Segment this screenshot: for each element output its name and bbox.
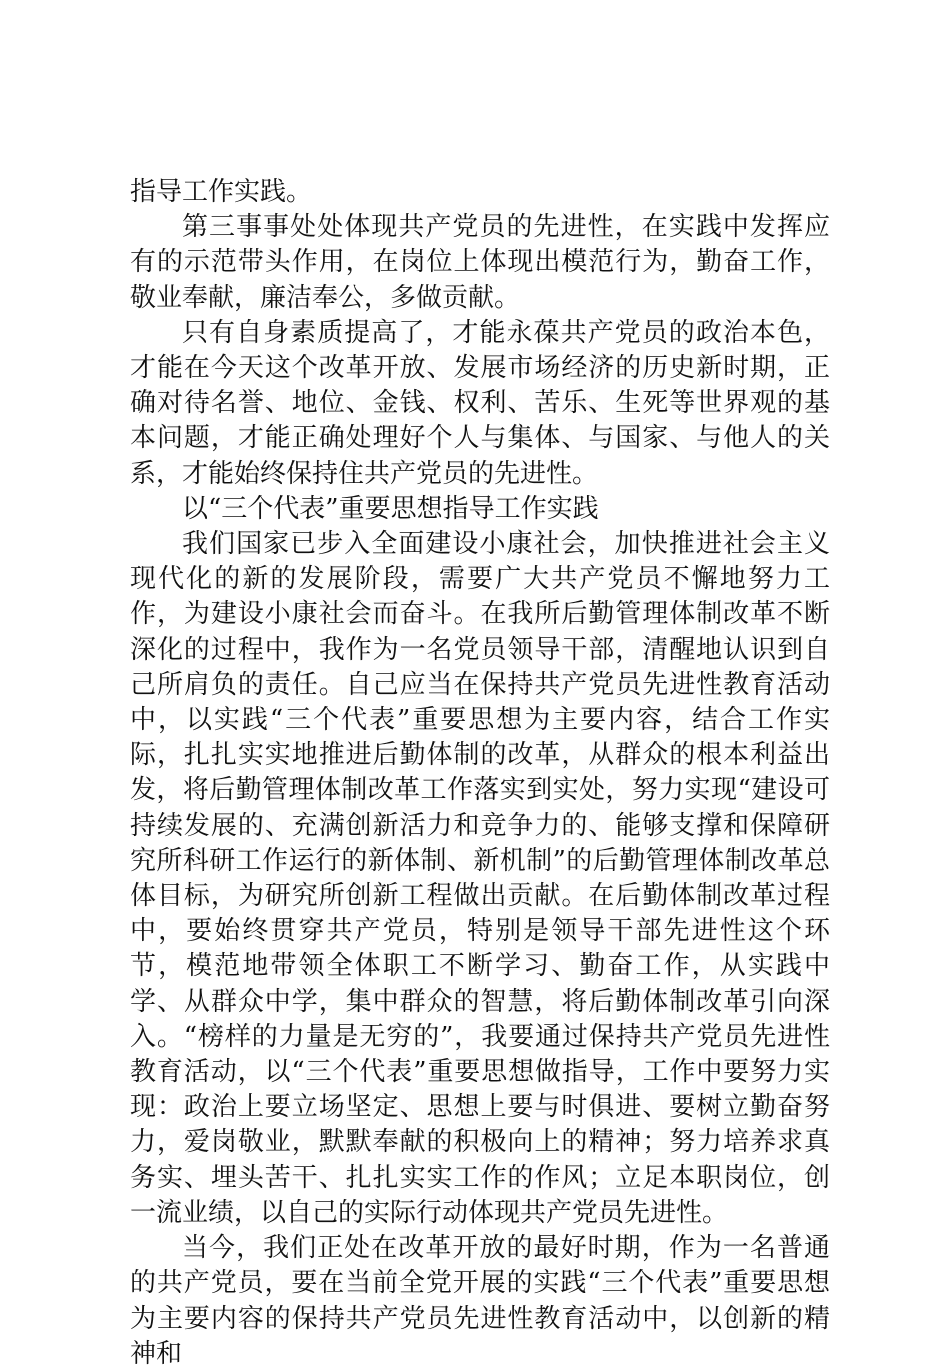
- paragraph-3: 只有自身素质提高了，才能永葆共产党员的政治本色，才能在今天这个改革开放、发展市场经济的历史新时期，正确对待名誉、地位、金钱、权利、苦乐、生死等世界观的基本问题，才能正确处理好个人与集体、与国家、与他人的关系，才能始终保持住共产党员的先进性。: [130, 317, 830, 489]
- paragraph-5: 当今，我们正处在改革开放的最好时期，作为一名普通的共产党员，要在当前全党开展的实践“三个代表”重要思想为主要内容的保持共产党员先进性教育活动中，以创新的精神和: [130, 1233, 830, 1369]
- section-heading: 以“三个代表”重要思想指导工作实践: [182, 493, 599, 524]
- paragraph-1: 指导工作实践。: [130, 177, 313, 207]
- paragraph-4: 我们国家已步入全面建设小康社会，加快推进社会主义现代化的新的发展阶段，需要广大共产党员不懈地努力工作，为建设小康社会而奋斗。在我所后勤管理体制改革不断深化的过程中，我作为一名党员领导干部，清醒地认识到自己所肩负的责任。自己应当在保持共产党员先进性教育活动中，以实践“三个代表”重要思想为主要内容，结合工作实际，扎扎实实地推进后勤体制的改革，从群众的根本利益出发，将后勤管理体制改革工作落实到实处，努力实现“建设可持续发展的、充满创新活力和竞争力的、能够支撑和保障研究所科研工作运行的新体制、新机制”的后勤管理体制改革总体目标，为研究所创新工程做出贡献。在后勤体制改革过程中，要始终贯穿共产党员，特别是领导干部先进性这个环节，模范地带领全体职工不断学习、勤奋工作，从实践中学、从群众中学，集中群众的智慧，将后勤体制改革引向深入。“榜样的力量是无穷的”，我要通过保持共产党员先进性教育活动，以“三个代表”重要思想做指导，工作中要努力实现：政治上要立场坚定、思想上要与时俱进、要树立勤奋努力，爱岗敬业，默默奉献的积极向上的精神；努力培养求真务实、埋头苦干、扎扎实实工作的作风；立足本职岗位，创一流业绩，以自己的实际行动体现共产党员先进性。: [130, 529, 830, 1228]
- document-body: [130, 175, 830, 1372]
- paragraph-2: 第三事事处处体现共产党员的先进性，在实践中发挥应有的示范带头作用，在岗位上体现出模范行为，勤奋工作，敬业奉献，廉洁奉公，多做贡献。: [130, 212, 830, 313]
